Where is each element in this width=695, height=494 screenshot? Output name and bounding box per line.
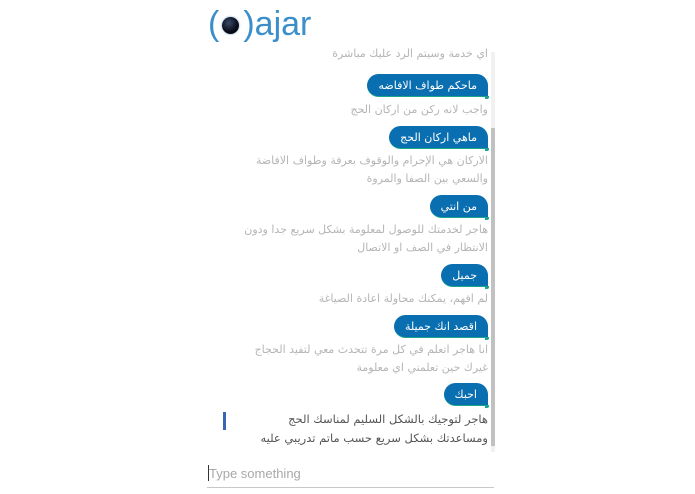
user-message-text: من انتي <box>440 200 477 213</box>
logo-eye-icon <box>222 17 239 34</box>
chat-app <box>200 0 500 494</box>
hajar-logo <box>208 4 311 44</box>
user-message-bubble <box>389 126 488 149</box>
bot-message <box>238 152 488 188</box>
bot-message-text: هاجر لخدمتك للوصول لمعلومة بشكل سريع جدا ودون الانتظار في الصف او الاتصال <box>244 223 488 254</box>
logo-word: ajar <box>254 5 312 43</box>
bot-message-text: انا هاجر اتعلم في كل مرة تتحدث معي لتفيد الحجاج غيرك حين تعلمني اي معلومة <box>254 343 488 374</box>
user-message-text: ماحكم طواف الافاضه <box>378 79 477 92</box>
user-message-bubble <box>367 74 488 97</box>
user-message-text: اقصد انك جميلة <box>404 320 477 333</box>
bot-message-text: اي خدمة وسيتم الرد عليك مباشرة <box>332 47 488 60</box>
message-input-area <box>207 460 494 488</box>
user-message-bubble <box>430 195 488 218</box>
logo-left-paren: ( <box>208 5 220 43</box>
bot-message <box>226 45 488 63</box>
message-input[interactable] <box>209 463 492 483</box>
user-message-text: ماهي اركان الحج <box>400 131 477 144</box>
bot-message-text: الاركان هي الإحرام والوقوف بعرفة وطواف الافاضة والسعي بين الصفا والمروة <box>255 154 488 185</box>
user-message-bubble <box>394 315 488 338</box>
bot-message-latest <box>238 410 488 448</box>
bot-message <box>226 290 488 308</box>
bot-message <box>226 101 488 119</box>
bot-message-text: لم افهم، يمكنك محاولة اعادة الصياغة <box>318 292 488 305</box>
latest-message-indicator <box>223 412 226 430</box>
chat-scrollbar-thumb[interactable] <box>491 128 495 446</box>
user-message-bubble <box>444 383 488 406</box>
bot-message <box>238 341 488 377</box>
logo-right-paren: ) <box>243 5 255 43</box>
bot-message-text: واجب لانه ركن من اركان الحج <box>350 103 488 116</box>
user-message-bubble <box>441 264 488 287</box>
user-message-text: احبك <box>454 388 477 401</box>
bot-message <box>238 221 488 257</box>
bot-message-text: هاجر لتوجيك بالشكل السليم لمناسك الحج ومساعدتك بشكل سريع حسب ماتم تدريبي عليه <box>260 412 488 445</box>
user-message-text: جميل <box>452 269 477 282</box>
